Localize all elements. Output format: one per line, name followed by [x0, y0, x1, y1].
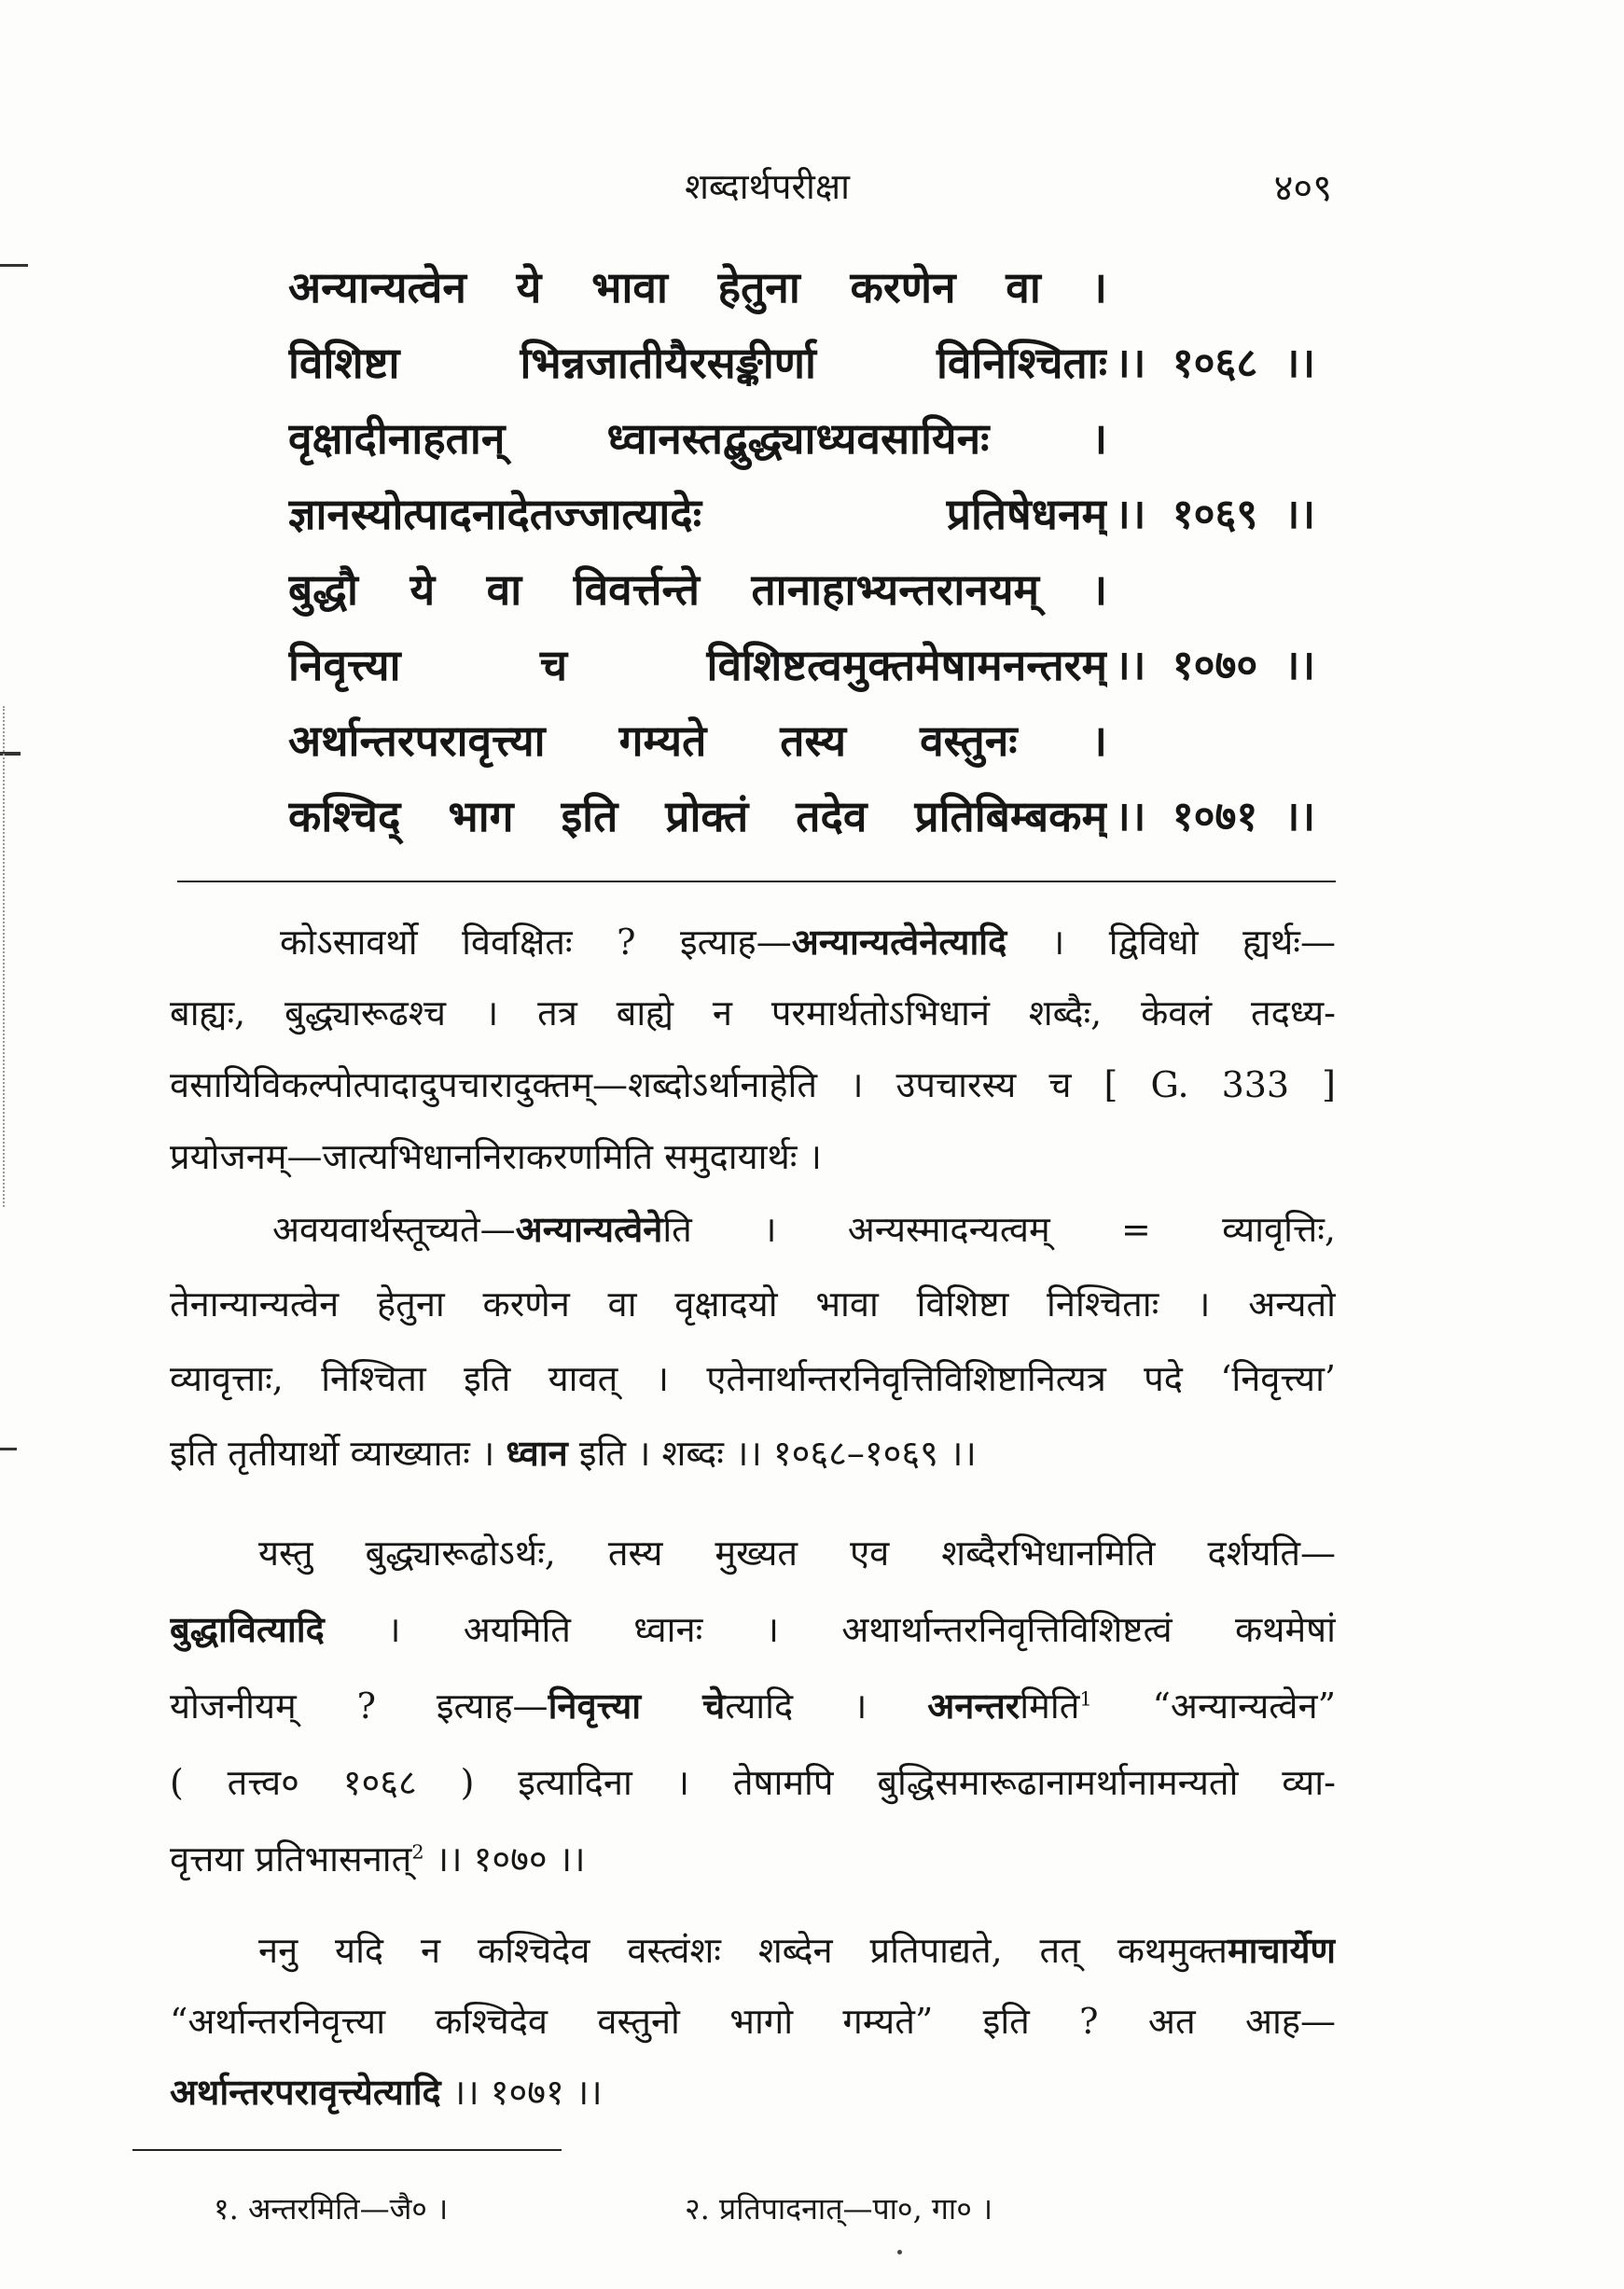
verse-number: ।। १०७१ ।। [1115, 793, 1315, 840]
text-segment: अवयवार्थस्तूच्यते— [272, 1209, 516, 1250]
verse-line [288, 250, 1324, 326]
commentary-line [170, 1668, 1336, 1744]
verse-text: निवृत्त्या च विशिष्टत्वमुक्तमेषामनन्तरम् [288, 640, 1107, 690]
text-segment: योजनीयम् ? इत्याह— [170, 1686, 548, 1727]
text-segment: ।। १०७० ।। [423, 1838, 586, 1880]
text-segment: “अर्थान्तरनिवृत्त्या कश्चिदेव वस्तुनो भागो गम्यते” इति ? अत आह— [170, 2001, 1336, 2042]
commentary-line [170, 1049, 1336, 1121]
footnote: २. प्रतिपादनात्—पा०, गा० । [685, 2191, 993, 2227]
text-segment: प्रयोजनम्—जात्यभिधाननिराकरणमिति समुदायार्थः । [170, 1136, 822, 1177]
text-segment: ति । अन्यस्मादन्यत्वम् = व्यावृत्तिः, [662, 1209, 1336, 1250]
verse-line [288, 779, 1324, 854]
page-number: ४०९ [1273, 167, 1332, 210]
footnote: १. अन्तरमिति—जै० । [214, 2191, 449, 2227]
text-segment: ननु यदि न कश्चिदेव वस्त्वंशः शब्देन प्रतिपाद्यते, तत् कथमुक्त [258, 1930, 1228, 1971]
text-segment: मिति [1020, 1686, 1080, 1727]
text-segment: । द्विविधो ह्यर्थः— [1006, 922, 1336, 963]
text-segment: इति । शब्दः ।। १०६८–१०६९ ।। [567, 1433, 977, 1474]
lemma-text: अन्यान्यत्वेने [515, 1208, 663, 1250]
verse-line [288, 628, 1324, 703]
commentary-line [170, 1515, 1336, 1591]
commentary-line [170, 978, 1336, 1049]
verse-number: ।। १०७० ।। [1115, 642, 1315, 689]
lemma-text: ध्वान [506, 1432, 568, 1474]
text-segment: व्यावृत्ताः, निश्चिता इति यावत् । एतेनार्थान्तरनिवृत्तिविशिष्टानित्यत्र पदे ‘निवृत्त्या’ [170, 1358, 1336, 1399]
footnote-rule [132, 2149, 562, 2151]
text-segment: यस्तु बुद्ध्यारूढोऽर्थः, तस्य मुख्यत एव शब्दैरभिधानमिति दर्शयति— [258, 1533, 1336, 1574]
commentary-paragraph [170, 1515, 1336, 1897]
verse-number: ।। १०६८ ।। [1115, 340, 1315, 387]
commentary-line [170, 2057, 1336, 2128]
commentary-line [170, 1591, 1336, 1668]
lemma-text: अनन्तर [927, 1685, 1020, 1727]
lemma-text: बुद्धावित्यादि [170, 1608, 325, 1650]
verse-text: कश्चिद् भाग इति प्रोक्तं तदेव प्रतिबिम्बकम् [288, 791, 1107, 841]
scan-margin-mark [0, 264, 28, 267]
lemma-text: अर्थान्तरपरावृत्त्येत्यादि [170, 2071, 441, 2113]
text-segment: इति तृतीयार्थो व्याख्यातः । [170, 1433, 507, 1474]
verse-line [288, 326, 1324, 401]
text-segment: “अन्यान्यत्वेन” [1091, 1686, 1336, 1727]
commentary-line [170, 1192, 1336, 1267]
text-segment: ( तत्त्व० १०६८ ) इत्यादिना । तेषामपि बुद्धिसमारूढानामर्थानामन्यतो व्या- [170, 1762, 1336, 1803]
verse-text: वृक्षादीनाहतान् ध्वानस्तद्बुद्ध्याध्यवसायिनः । [288, 413, 1107, 464]
verse-divider-rule [177, 881, 1336, 882]
text-segment: बाह्यः, बुद्ध्यारूढश्च । तत्र बाह्ये न परमार्थतोऽभिधानं शब्दैः, केवलं तदध्य- [170, 992, 1336, 1034]
commentary-paragraph [170, 1192, 1336, 1491]
text-segment: कोऽसावर्थो विवक्षितः ? इत्याह— [280, 922, 792, 963]
verse-text: विशिष्टा भिन्नजातीयैरसङ्कीर्णा विनिश्चिताः [288, 338, 1107, 388]
commentary-line [170, 1121, 1336, 1193]
commentary-line [170, 1986, 1336, 2057]
text-segment: । अयमिति ध्वानः । अथार्थान्तरनिवृत्तिविशिष्टत्वं कथमेषां [324, 1609, 1336, 1650]
commentary-line [170, 1267, 1336, 1341]
verse-line [288, 477, 1324, 552]
verse-line [288, 552, 1324, 628]
running-title: शब्दार्थपरीक्षा [685, 166, 850, 207]
scan-margin-mark [0, 1448, 17, 1450]
footnote-marker: 2 [411, 1840, 424, 1864]
verse-text: अन्यान्यत्वेन ये भावा हेतुना करणेन वा । [288, 262, 1107, 312]
text-segment: त्यादि । [725, 1686, 928, 1727]
verse-line [288, 703, 1324, 779]
lemma-text: अन्यान्यत्वेनेत्यादि [791, 921, 1007, 963]
verse-number: ।। १०६९ ।। [1115, 491, 1315, 538]
footnote-marker: 1 [1079, 1687, 1092, 1711]
lemma-text: निवृत्त्या चे [548, 1685, 726, 1727]
commentary-line [170, 1744, 1336, 1821]
verse-text: अर्थान्तरपरावृत्त्या गम्यते तस्य वस्तुनः । [288, 715, 1107, 766]
commentary-line [170, 906, 1336, 978]
verse-block [288, 250, 1324, 856]
commentary-line [170, 1341, 1336, 1416]
scan-dot [897, 2250, 902, 2254]
verse-text: बुद्धौ ये वा विवर्त्तन्ते तानाहाभ्यन्तरानयम् । [288, 564, 1107, 615]
commentary-paragraph [170, 1915, 1336, 2128]
text-segment: तेनान्यान्यत्वेन हेतुना करणेन वा वृक्षादयो भावा विशिष्टा निश्चिताः । अन्यतो [170, 1283, 1336, 1325]
commentary-line [170, 1416, 1336, 1491]
text-segment: वसायिविकल्पोत्पादादुपचारादुक्तम्—शब्दोऽर्थानाहेति । उपचारस्य च [ G. 333 ] [170, 1064, 1336, 1105]
scan-margin-dots [3, 706, 5, 1207]
verse-line [288, 401, 1324, 477]
commentary-line [170, 1915, 1336, 1986]
commentary-line [170, 1821, 1336, 1897]
text-segment: वृत्तया प्रतिभासनात् [170, 1838, 412, 1880]
lemma-text: माचार्येण [1227, 1929, 1336, 1971]
text-segment: ।। १०७१ ।। [440, 2072, 603, 2113]
commentary-paragraph [170, 906, 1336, 1193]
verse-text: ज्ञानस्योत्पादनादेतज्जात्यादेः प्रतिषेधनम् [288, 489, 1107, 539]
